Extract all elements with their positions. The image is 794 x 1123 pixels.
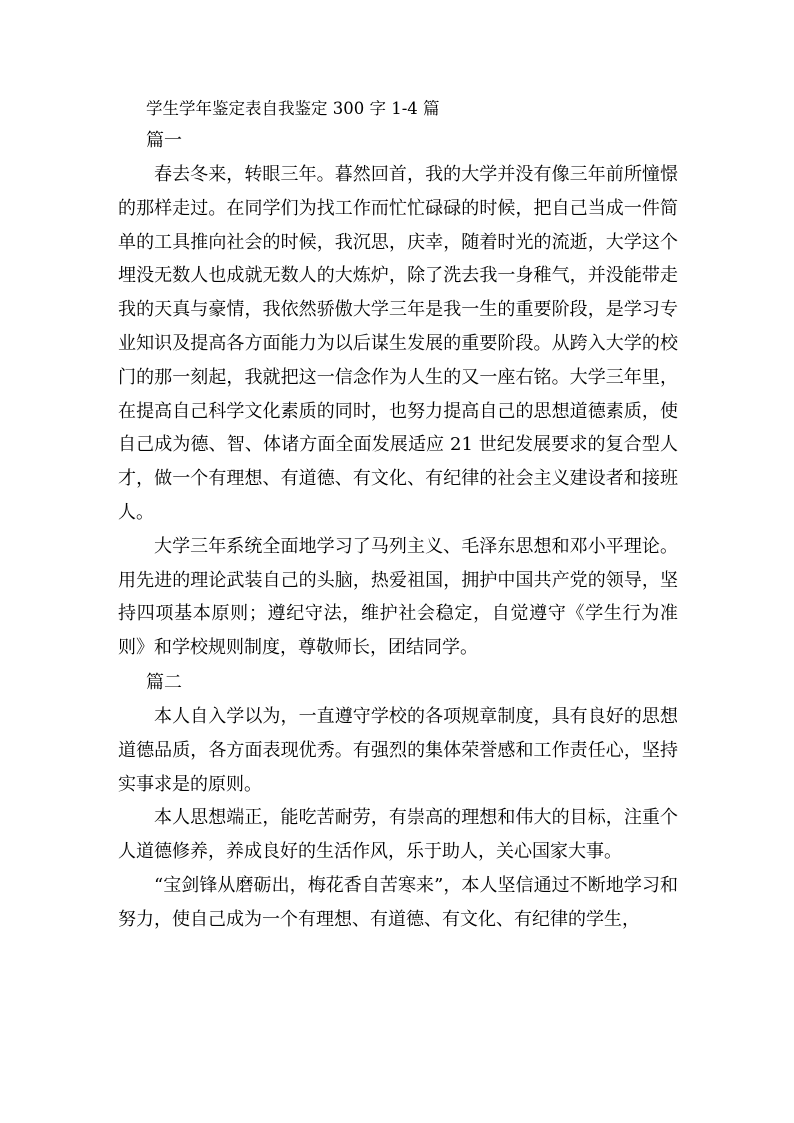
- document-body: [118, 95, 678, 937]
- paragraph: 春去冬来，转眼三年。暮然回首，我的大学并没有像三年前所憧憬的那样走过。在同学们为找工作而忙忙碌碌的时候，把自己当成一件简单的工具推向社会的时候，我沉思，庆幸，随着时光的流逝，大学这个埋没无数人也成就无数人的大炼炉，除了洗去我一身稚气，并没能带走我的天真与豪情，我依然骄傲大学三年是我一生的重要阶段，是学习专业知识及提高各方面能力为以后谋生发展的重要阶段。从跨入大学的校门的那一刻起，我就把这一信念作为人生的又一座右铭。大学三年里，在提高自己科学文化素质的同时，也努力提高自己的思想道德素质，使自己成为德、智、体诸方面全面发展适应 21 世纪发展要求的复合型人才，做一个有理想、有道德、有文化、有纪律的社会主义建设者和接班人。: [118, 164, 678, 523]
- paragraph: 大学三年系统全面地学习了马列主义、毛泽东思想和邓小平理论。用先进的理论武装自己的头脑，热爱祖国，拥护中国共产党的领导，坚持四项基本原则；遵纪守法，维护社会稳定，自觉遵守《学生行为准则》和学校规则制度，尊敬师长，团结同学。: [118, 535, 678, 659]
- paragraph: “宝剑锋从磨砺出，梅花香自苦寒来”，本人坚信通过不断地学习和努力，使自己成为一个有理想、有道德、有文化、有纪律的学生，: [118, 874, 678, 930]
- document-title: 学生学年鉴定表自我鉴定 300 字 1-4 篇: [146, 99, 440, 118]
- section-heading: 篇二: [146, 671, 182, 693]
- section-1: [118, 123, 678, 665]
- section-heading: 篇一: [146, 130, 182, 151]
- section-2: [118, 665, 678, 937]
- paragraph: 本人自入学以为，一直遵守学校的各项规章制度，具有良好的思想道德品质，各方面表现优秀。有强烈的集体荣誉感和工作责任心，坚持实事求是的原则。: [118, 705, 678, 795]
- paragraph: 本人思想端正，能吃苦耐劳，有崇高的理想和伟大的目标，注重个人道德修养，养成良好的生活作风，乐于助人，关心国家大事。: [118, 807, 678, 863]
